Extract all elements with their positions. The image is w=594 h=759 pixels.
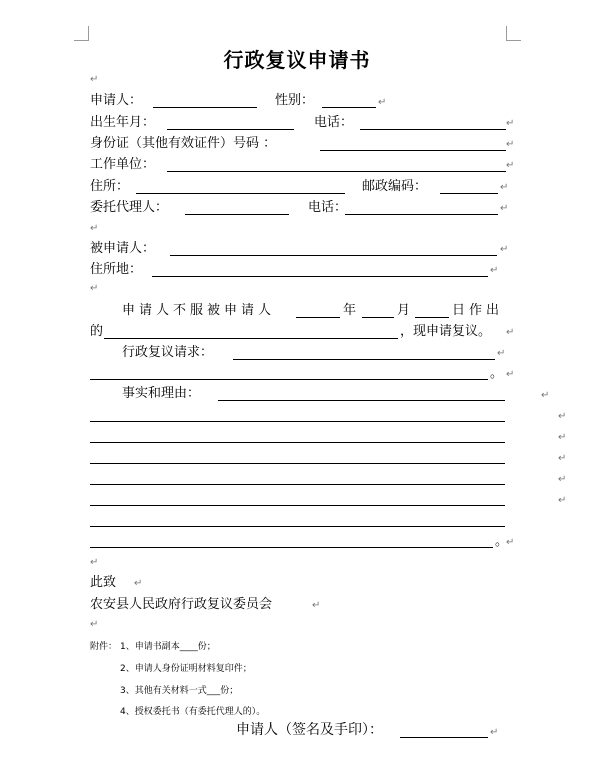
paragraph-mark: ↵ <box>312 600 321 611</box>
paragraph-mark: ↵ <box>541 390 550 401</box>
work-unit-field[interactable] <box>167 171 506 172</box>
facts-field-line-1[interactable] <box>218 400 505 401</box>
paragraph-mark: ↵ <box>497 348 506 359</box>
agent-phone-field[interactable] <box>345 214 498 215</box>
attachment-item: 2、申请人身份证明材料复印件； <box>120 664 252 674</box>
statement-intro: 申请人不服被申请人 <box>122 303 276 318</box>
paragraph-mark: ↵ <box>90 223 99 234</box>
facts-label: 事实和理由： <box>122 386 201 401</box>
phone-field[interactable] <box>360 129 506 130</box>
respondent-label: 被申请人： <box>90 241 156 256</box>
paragraph-mark: ↵ <box>558 411 567 422</box>
statement-apply: ，现申请复议。 <box>400 324 492 339</box>
paragraph-mark: ↵ <box>90 283 99 294</box>
statement-day: 日作出 <box>452 303 504 318</box>
address-label: 住所： <box>90 179 130 194</box>
statement-year: 年 <box>343 303 357 318</box>
postcode-label: 邮政编码： <box>362 179 428 194</box>
birth-label: 出生年月： <box>90 115 156 130</box>
attachment-item: 3、其他有关材料一式___份； <box>120 686 239 696</box>
agent-phone-label: 电话： <box>308 200 348 215</box>
paragraph-mark: ↵ <box>506 327 515 338</box>
paragraph-mark: ↵ <box>500 244 509 255</box>
facts-end: 。 <box>495 534 509 549</box>
paragraph-mark: ↵ <box>506 118 515 129</box>
signature-label: 申请人（签名及手印）： <box>236 722 383 738</box>
paragraph-mark: ↵ <box>506 537 515 548</box>
closing-salute: 此致 <box>90 575 117 590</box>
paragraph-mark: ↵ <box>558 453 567 464</box>
page-corner-top-right <box>506 26 521 41</box>
respondent-field[interactable] <box>170 255 497 256</box>
applicant-name-field[interactable] <box>153 107 257 108</box>
statement-of: 的 <box>90 324 104 339</box>
attachment-item: 4、授权委托书（有委托代理人的）。 <box>120 707 266 717</box>
facts-field-line-2[interactable] <box>90 421 505 422</box>
decision-month-field[interactable] <box>362 317 394 318</box>
decision-day-field[interactable] <box>415 317 449 318</box>
facts-field-line-6[interactable] <box>90 505 505 506</box>
paragraph-mark: ↵ <box>90 557 99 568</box>
gender-label: 性别： <box>275 93 315 108</box>
id-field[interactable] <box>320 150 506 151</box>
signature-field[interactable] <box>400 737 488 738</box>
paragraph-mark: ↵ <box>378 97 387 108</box>
facts-field-line-4[interactable] <box>90 463 505 464</box>
facts-field-line-3[interactable] <box>90 442 505 443</box>
agent-field[interactable] <box>185 214 289 215</box>
respondent-address-field[interactable] <box>152 276 488 277</box>
document-title: 行政复议申请书 <box>223 48 371 72</box>
paragraph-mark: ↵ <box>558 474 567 485</box>
paragraph-mark: ↵ <box>90 619 99 630</box>
id-label: 身份证（其他有效证件）号码 ： <box>90 136 277 151</box>
paragraph-mark: ↵ <box>558 432 567 443</box>
page-corner-top-left <box>74 26 89 41</box>
gender-field[interactable] <box>322 107 376 108</box>
postcode-field[interactable] <box>440 193 498 194</box>
agent-label: 委托代理人： <box>90 200 169 215</box>
facts-field-line-7[interactable] <box>90 526 505 527</box>
paragraph-mark: ↵ <box>506 160 515 171</box>
decision-year-field[interactable] <box>296 317 340 318</box>
paragraph-mark: ↵ <box>490 727 499 738</box>
attachments-label: 附件： <box>90 642 118 652</box>
decision-name-field[interactable] <box>104 338 398 339</box>
phone-label: 电话： <box>314 115 354 130</box>
paragraph-mark: ↵ <box>558 495 567 506</box>
birth-field[interactable] <box>167 129 294 130</box>
paragraph-mark: ↵ <box>134 578 143 589</box>
paragraph-mark: ↵ <box>490 265 499 276</box>
address-field[interactable] <box>136 193 345 194</box>
request-field-line-1[interactable] <box>233 359 495 360</box>
paragraph-mark: ↵ <box>500 203 509 214</box>
closing-recipient: 农安县人民政府行政复议委员会 <box>90 597 273 612</box>
paragraph-mark: ↵ <box>506 139 515 150</box>
work-unit-label: 工作单位： <box>90 157 156 172</box>
paragraph-mark: ↵ <box>506 369 515 380</box>
paragraph-mark: ↵ <box>90 74 99 85</box>
request-end: 。 <box>490 366 504 381</box>
paragraph-mark: ↵ <box>500 182 509 193</box>
request-label: 行政复议请求： <box>122 345 214 360</box>
attachment-item: 1、申请书副本____份； <box>120 642 216 652</box>
applicant-name-label: 申请人： <box>90 93 143 108</box>
facts-field-line-8[interactable] <box>90 547 493 548</box>
request-field-line-2[interactable] <box>90 379 488 380</box>
respondent-address-label: 住所地： <box>90 262 143 277</box>
statement-month: 月 <box>397 303 411 318</box>
facts-field-line-5[interactable] <box>90 484 505 485</box>
